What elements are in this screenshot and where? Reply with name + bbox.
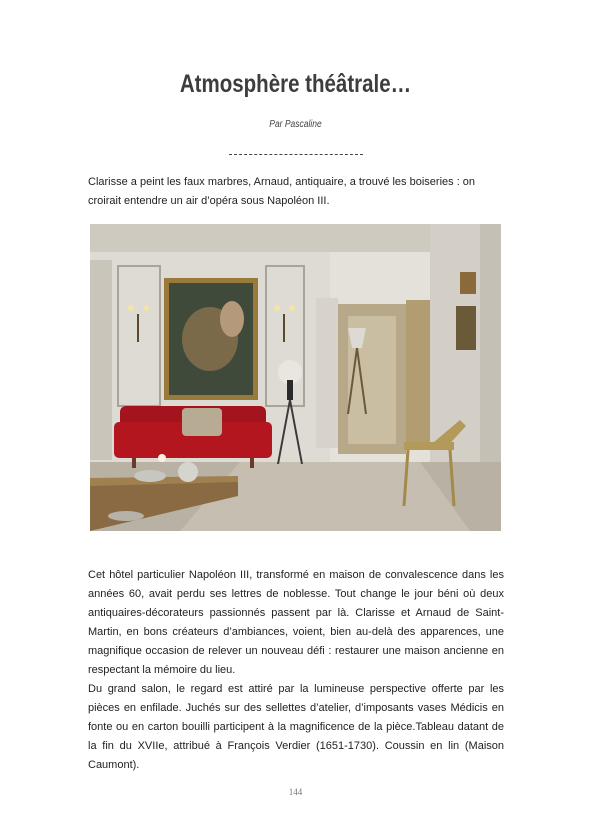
article-title: Atmosphère théâtrale… <box>179 70 412 98</box>
article-byline: Par Pascaline <box>269 119 322 130</box>
body-paragraph-1: Cet hôtel particulier Napoléon III, transformé en maison de convalescence dans les années 60, avait perdu ses lettres de noblesse. Tout change le jour béni où deux antiquaires-décorateurs passionnés passent par là. Clarisse et Arnaud de Saint-Martin, en bons créateurs d’ambiances, voient, bien au-delà des apparences, une magnifique occasion de relever un nouveau défi : restaurer une maison ancienne en respectant la mémoire du lieu. <box>88 569 504 676</box>
divider-rule <box>229 154 363 155</box>
page-number: 144 <box>288 787 303 797</box>
intro-text: Clarisse a peint les faux marbres, Arnaud, antiquaire, a trouvé les boiseries : on croirait entendre un air d’opéra sous Napoléon III. <box>88 176 476 207</box>
intro-paragraph <box>88 173 504 211</box>
salon-photo <box>90 224 501 531</box>
body-paragraph-2: Du grand salon, le regard est attiré par la lumineuse perspective offerte par les pièces en enfilade. Juchés sur des sellettes d’atelier, d’imposants vases Médicis en fonte ou en carton bouilli participent à la magnificence de la pièce.Tableau datant de la fin du XVIIe, attribué à François Verdier (1651-1730). Coussin en lin (Maison Caumont). <box>88 683 504 771</box>
article-body <box>88 566 504 775</box>
